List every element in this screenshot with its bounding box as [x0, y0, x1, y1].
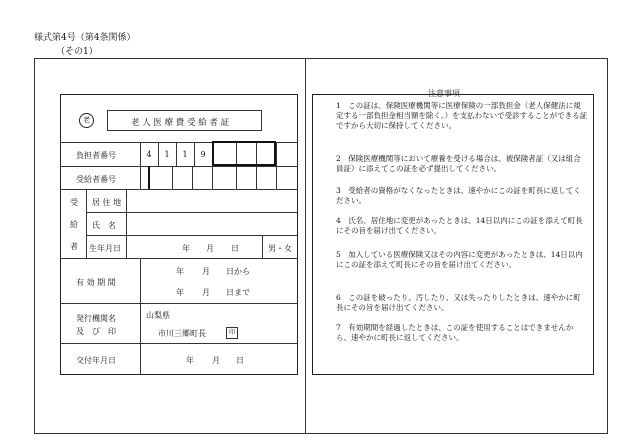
digit-cell-line: [276, 142, 277, 166]
recipient-cell-line: [148, 166, 150, 189]
badge-icon: [79, 113, 94, 128]
note-item: 5 加入している医療保険又はその内容に変更があったときは、14日以内にこの証を添えて町長にその旨を届け出てください。: [336, 250, 583, 269]
issue-date-year: 年: [186, 356, 194, 365]
insurer-number-label: 負担者番号: [76, 151, 116, 160]
issue-date-day: 日: [236, 356, 244, 365]
insurer-digit: 1: [182, 150, 188, 159]
validity-from-year: 年: [176, 267, 184, 276]
recipient-cell-line: [256, 166, 257, 189]
label-col-line: [126, 189, 127, 258]
note-item: 4 氏名、居住地に変更があったときは、14日以内にこの証を添えて町長にその旨を届け出てください。: [336, 216, 583, 235]
issue-date-label: 交付年月日: [76, 356, 116, 365]
validity-from-day: 日から: [226, 267, 250, 276]
recipient-section-char: 者: [70, 242, 78, 251]
validity-to-day: 日まで: [226, 288, 250, 297]
insurer-digit: 1: [164, 150, 170, 159]
validity-from-month: 月: [202, 267, 210, 276]
validity-to-year: 年: [176, 288, 184, 297]
row-line: [60, 343, 298, 344]
recipient-section-char: 受: [70, 198, 78, 207]
recipient-cell-line: [172, 166, 173, 189]
issuer-prefecture: 山梨県: [146, 311, 170, 320]
badge-text: 老: [83, 116, 90, 124]
note-item: 2 保険医療機関等において療養を受ける場合は、被保険者証（又は組合員証）に添えてこの証を必ず提出してください。: [336, 154, 581, 173]
note-item: 1 この証は、保険医療機関等に医療保険の一部負担金（老人保健法に規定する一部負担金相当額を除く。）を支払わないで受診することができる証ですから大切に保持してください。: [336, 101, 588, 130]
issue-date-month: 月: [212, 356, 220, 365]
issuer-seal: 印: [226, 327, 238, 339]
validity-label: 有 効 期 間: [76, 278, 116, 287]
row-line: [60, 303, 298, 304]
form-subtitle: （その1）: [56, 47, 98, 57]
gender-field: 男・女: [268, 244, 292, 253]
recipient-cell-line: [212, 166, 213, 189]
notes-title: 注意事項: [428, 89, 460, 98]
center-divider: [305, 58, 306, 434]
label-col-line: [140, 258, 141, 375]
issuer-town: 市川三郷町長: [158, 329, 206, 338]
row-line: [86, 212, 298, 213]
note-item: 7 有効期間を経過したときは、この証を使用することはできませんから、速やかに町長に返してください。: [336, 323, 574, 342]
gender-col-line: [262, 235, 263, 258]
birth-year: 年: [182, 244, 190, 253]
birth-day: 日: [231, 244, 239, 253]
note-item: 3 受給者の資格がなくなったときは、速やかにこの証を町長に返してください。: [336, 186, 581, 205]
recipient-number-label: 受給者番号: [76, 175, 116, 184]
row-line: [60, 258, 298, 259]
validity-to-month: 月: [202, 288, 210, 297]
name-label: 氏 名: [92, 221, 116, 230]
note-item: 6 この証を破ったり、汚したり、又は失ったりしたときは、速やかに町長にその旨を届け出てください。: [336, 293, 581, 312]
label-col-line: [86, 189, 87, 258]
insurer-digit: 4: [146, 150, 152, 159]
insurer-digit: 9: [200, 150, 206, 159]
recipient-cell-line: [192, 166, 193, 189]
row-line: [86, 235, 298, 236]
birth-label: 生年月日: [89, 244, 121, 253]
address-label: 居 住 地: [92, 198, 122, 207]
card-title: 老 人 医 療 費 受 給 者 証: [131, 118, 230, 128]
issuer-label-2: 及 び 印: [76, 327, 116, 336]
row-line: [60, 166, 298, 167]
birth-month: 月: [206, 244, 214, 253]
recipient-cell-line: [236, 166, 237, 189]
form-number: 様式第4号（第4条関係）: [34, 33, 136, 43]
recipient-section-char: 給: [70, 220, 78, 229]
insurer-thick-box: [212, 141, 276, 166]
recipient-cell-line: [276, 166, 277, 189]
issuer-label-1: 発行機関名: [76, 314, 116, 323]
row-line: [60, 189, 298, 190]
